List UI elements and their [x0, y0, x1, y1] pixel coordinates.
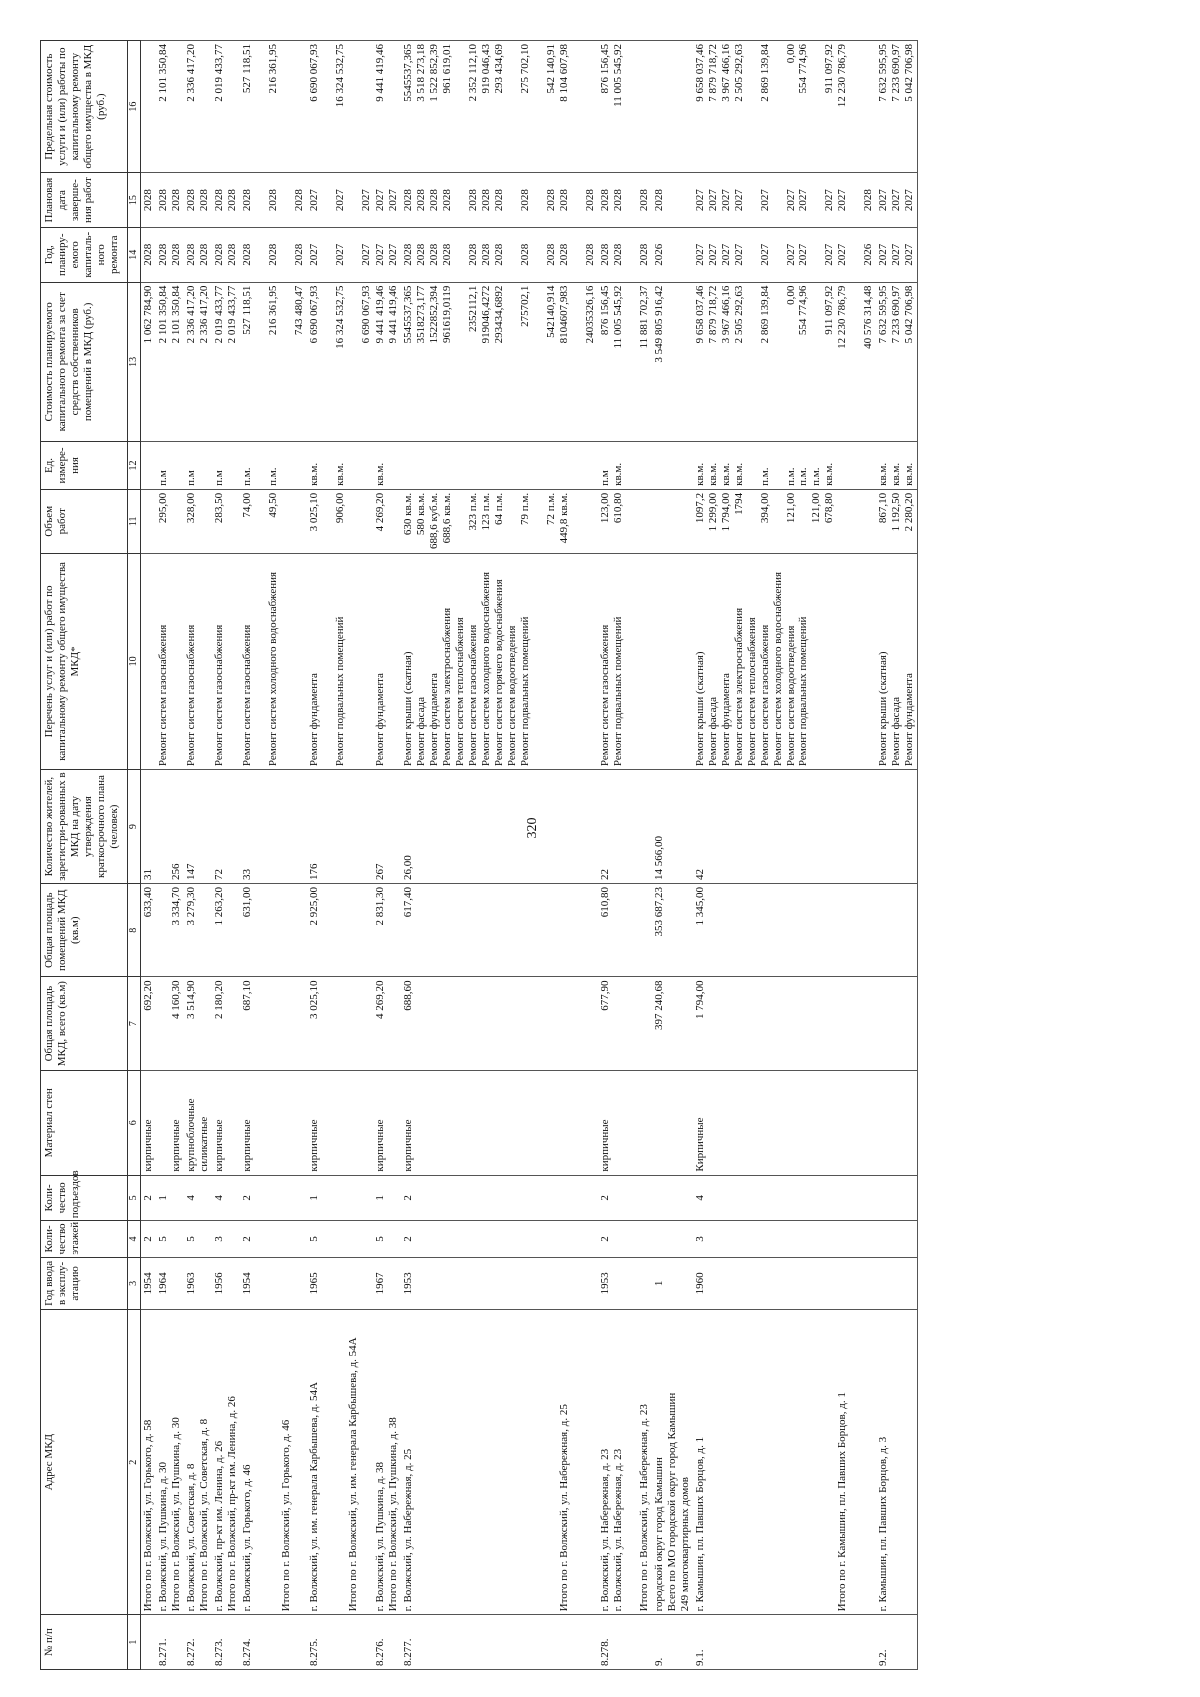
table-cell-col-11: 4 269,20 — [373, 489, 401, 553]
table-cell-col-13: 6 690 067,93 16 324 532,75 6 690 067,93 — [307, 282, 374, 441]
table-cell-col-16: 527 118,51 216 361,95 — [240, 41, 307, 173]
table-cell-col-11 — [652, 489, 693, 553]
table-cell-col-8: 2 831,30 — [373, 884, 401, 977]
table-cell-col-14: 2027 2027 2027 — [307, 227, 374, 282]
table-cell-col-10 — [141, 553, 156, 769]
column-header: Плановая дата заверше-ния работ — [41, 173, 128, 228]
table-cell-col-15: 2027 2027 2027 — [876, 173, 917, 228]
table-cell-col-9: 176 — [307, 770, 374, 884]
table-cell-col-1: 8.274. — [240, 1615, 307, 1670]
table-cell-col-7: 3 025,10 — [307, 977, 374, 1070]
table-cell-col-3: 1965 — [307, 1257, 374, 1309]
table-cell-col-8: 3 334,70 — [156, 884, 184, 977]
table-cell-col-1: 8.275. — [307, 1615, 374, 1670]
column-number: 2 — [128, 1310, 141, 1615]
table-cell-col-12 — [141, 442, 156, 490]
table-cell-col-2: г. Камышин, пл. Павших Борцов, д. 1 Итого по г. Камышин, пл. Павших Борцов, д. 1 — [693, 1310, 877, 1615]
header-row — [41, 41, 128, 1670]
table-cell-col-13: 5545537,365 3518273,177 1522852,394 961619,0119 2352112,1 919046,4272 293434,6892 275702,1 542140,914 8104607,983 24035326,16 — [401, 282, 598, 441]
table-cell-col-13: 7 632 595,95 7 233 690,97 5 042 706,98 — [876, 282, 917, 441]
table-cell-col-5: 4 — [184, 1175, 212, 1221]
table-cell-col-9 — [876, 770, 917, 884]
table-cell-col-2: г. Волжский, ул. им. генерала Карбышева, д. 54А Итого по г. Волжский, ул. им. генерала Карбышева, д. 54А — [307, 1310, 374, 1615]
table-cell-col-12: п.м. п.м. — [240, 442, 307, 490]
table-cell-col-3: 1954 — [240, 1257, 307, 1309]
table-cell-col-15: 2028 2028 2028 2028 2028 2028 2028 2028 2028 2028 2028 — [401, 173, 598, 228]
table-cell-col-9: 42 — [693, 770, 877, 884]
table-cell-col-3: 1954 — [141, 1257, 156, 1309]
table-cell-col-16: 9 441 419,46 — [373, 41, 401, 173]
table-cell-col-16 — [652, 41, 693, 173]
table-cell-col-8: 1 263,20 — [212, 884, 240, 977]
table-cell-col-4: 5 — [373, 1221, 401, 1257]
table-cell-col-10: Ремонт систем газоснабжения — [156, 553, 184, 769]
table-cell-col-7: 687,10 — [240, 977, 307, 1070]
table-cell-col-4: 5 — [184, 1221, 212, 1257]
column-number: 12 — [128, 442, 141, 490]
column-header: Год ввода в эксплу-атацию — [41, 1257, 128, 1309]
table-cell-col-11: 328,00 — [184, 489, 212, 553]
table-cell-col-4: 2 — [240, 1221, 307, 1257]
table-cell-col-4 — [652, 1221, 693, 1257]
table-cell-col-13: 2 019 433,77 2 019 433,77 — [212, 282, 240, 441]
column-number: 1 — [128, 1615, 141, 1670]
table-cell-col-8: 1 345,00 — [693, 884, 877, 977]
table-cell-col-10: Ремонт систем газоснабжения Ремонт подвальных помещений — [598, 553, 652, 769]
table-cell-col-16 — [141, 41, 156, 173]
table-cell-col-3: 1 — [652, 1257, 693, 1309]
table-cell-col-7: 397 240,68 — [652, 977, 693, 1070]
table-cell-col-10: Ремонт крыши (скатная) Ремонт фасада Ремонт фундамента — [876, 553, 917, 769]
table-cell-col-15: 2028 2028 — [184, 173, 212, 228]
table-cell-col-7: 688,60 — [401, 977, 598, 1070]
table-cell-col-14: 2028 — [141, 227, 156, 282]
table-row — [373, 41, 401, 1670]
table-cell-col-9: 256 — [156, 770, 184, 884]
table-cell-col-13: 2 336 417,20 2 336 417,20 — [184, 282, 212, 441]
column-number: 9 — [128, 770, 141, 884]
table-cell-col-14: 2028 2028 — [212, 227, 240, 282]
column-header: Стоимость планируемого капитального ремонта за счет средств собственников помещений в МКД (руб.) — [41, 282, 128, 441]
table-cell-col-3: 1963 — [184, 1257, 212, 1309]
table-cell-col-9: 31 — [141, 770, 156, 884]
table-cell-col-16: 2 336 417,20 — [184, 41, 212, 173]
table-cell-col-7: 1 794,00 — [693, 977, 877, 1070]
table-cell-col-2: Итого по г. Волжский, ул. Горького, д. 58 — [141, 1310, 156, 1615]
table-cell-col-13: 9 441 419,46 9 441 419,46 — [373, 282, 401, 441]
table-cell-col-12: кв.м. кв.м. кв.м. кв.м. п.м. п.м. п.м. п.м. кв.м. — [693, 442, 877, 490]
table-cell-col-3: 1956 — [212, 1257, 240, 1309]
column-header: Количество жителей, зарегистри-рованных в МКД на дату утверждения краткосрочного плана (человек) — [41, 770, 128, 884]
table-cell-col-3: 1953 — [598, 1257, 652, 1309]
table-cell-col-8: 610,80 — [598, 884, 652, 977]
table-cell-col-8: 631,00 — [240, 884, 307, 977]
table-cell-col-5 — [876, 1175, 917, 1221]
column-number: 13 — [128, 282, 141, 441]
column-number: 10 — [128, 553, 141, 769]
table-cell-col-5: 1 — [373, 1175, 401, 1221]
table-cell-col-5: 4 — [693, 1175, 877, 1221]
capital-repair-table — [40, 40, 918, 1670]
table-row — [652, 41, 693, 1670]
table-cell-col-11: 283,50 — [212, 489, 240, 553]
table-cell-col-2: г. Волжский, ул. Советская, д. 8 Итого по г. Волжский, ул. Советская, д. 8 — [184, 1310, 212, 1615]
table-cell-col-8: 617,40 — [401, 884, 598, 977]
column-header: Ед. измере-ния — [41, 442, 128, 490]
table-cell-col-6: Кирпичные — [693, 1070, 877, 1175]
table-cell-col-1: 8.278. — [598, 1615, 652, 1670]
column-header: Общая площадь МКД, всего (кв.м) — [41, 977, 128, 1070]
table-cell-col-5: 1 — [307, 1175, 374, 1221]
table-cell-col-12 — [401, 442, 598, 490]
table-cell-col-16: 6 690 067,93 16 324 532,75 — [307, 41, 374, 173]
table-cell-col-6: кирпичные — [401, 1070, 598, 1175]
column-header: Предельная стоимость услуги и (или) работы по капитальному ремонту общего имущества в МКД (руб.) — [41, 41, 128, 173]
table-cell-col-8: 2 925,00 — [307, 884, 374, 977]
table-cell-col-14: 2028 2028 — [156, 227, 184, 282]
table-cell-col-2: г. Волжский, ул. Пушкина, д. 30 Итого по г. Волжский, ул. Пушкина, д. 30 — [156, 1310, 184, 1615]
column-number: 16 — [128, 41, 141, 173]
table-cell-col-10: Ремонт крыши (скатная) Ремонт фасада Ремонт фундамента Ремонт систем электроснабжения Ремонт систем теплоснабжения Ремонт систем газоснабжения Ремонт систем холодного водоснабжения Ремонт систем водоотведения Ремонт подвальных помещений — [693, 553, 877, 769]
column-number: 8 — [128, 884, 141, 977]
table-cell-col-12: п.м — [212, 442, 240, 490]
table-cell-col-3: 1964 — [156, 1257, 184, 1309]
table-cell-col-11 — [141, 489, 156, 553]
column-number: 3 — [128, 1257, 141, 1309]
table-cell-col-9: 22 — [598, 770, 652, 884]
table-cell-col-14: 2028 2028 2028 2028 2028 2028 2028 2028 2028 2028 2028 — [401, 227, 598, 282]
table-cell-col-12: кв.м. кв.м. кв.м. — [876, 442, 917, 490]
table-cell-col-11: 867,10 1 192,50 2 280,20 — [876, 489, 917, 553]
table-cell-col-1: 8.276. — [373, 1615, 401, 1670]
table-row — [212, 41, 240, 1670]
table-cell-col-15: 2028 2028 2028 — [598, 173, 652, 228]
table-cell-col-6: кирпичные — [141, 1070, 156, 1175]
table-cell-col-6: кирпичные — [156, 1070, 184, 1175]
table-cell-col-7: 677,90 — [598, 977, 652, 1070]
table-cell-col-5: 2 — [401, 1175, 598, 1221]
table-cell-col-16: 2 101 350,84 — [156, 41, 184, 173]
table-cell-col-7: 4 160,30 — [156, 977, 184, 1070]
table-cell-col-12: п.м — [184, 442, 212, 490]
column-header: Адрес МКД — [41, 1310, 128, 1615]
table-cell-col-11: 1097,2 1 299,00 1 794,00 1794 394,00 121,00 121,00 678,80 — [693, 489, 877, 553]
table-cell-col-8: 353 687,23 — [652, 884, 693, 977]
table-cell-col-7: 2 180,20 — [212, 977, 240, 1070]
table-cell-col-11: 123,00 610,80 — [598, 489, 652, 553]
table-cell-col-3 — [876, 1257, 917, 1309]
table-row — [141, 41, 156, 1670]
column-header: Коли-чество подъездов — [41, 1175, 128, 1221]
table-cell-col-4: 2 — [141, 1221, 156, 1257]
table-cell-col-5: 2 — [141, 1175, 156, 1221]
column-header: Перечень услуг и (или) работ по капитальному ремонту общего имущества МКД* — [41, 553, 128, 769]
table-cell-col-4: 5 — [307, 1221, 374, 1257]
column-header: Объем работ — [41, 489, 128, 553]
table-row — [184, 41, 212, 1670]
column-number: 11 — [128, 489, 141, 553]
table-cell-col-2: г. Волжский, ул. Набережная, д. 23 г. Волжский, ул. Набережная, д. 23 Итого по г. Волжский, ул. Набережная, д. 23 — [598, 1310, 652, 1615]
table-cell-col-1: 8.271. — [156, 1615, 184, 1670]
table-cell-col-11: 295,00 — [156, 489, 184, 553]
column-header: Общая площадь помещений МКД (кв.м) — [41, 884, 128, 977]
table-cell-col-15: 2027 2027 2027 — [307, 173, 374, 228]
table-cell-col-3: 1953 — [401, 1257, 598, 1309]
table-cell-col-12: кв.м. — [373, 442, 401, 490]
table-cell-col-11: 630 кв.м. 580 кв.м. 688,6 куб.м. 688,6 кв.м. 323 п.м. 123 п.м. 64 п.м. 79 п.м. 72 п.м. 449,8 кв.м. — [401, 489, 598, 553]
table-cell-col-5: 4 — [212, 1175, 240, 1221]
table-cell-col-14: 2028 2028 2028 — [598, 227, 652, 282]
table-cell-col-1: 9.2. — [876, 1615, 917, 1670]
table-cell-col-2: г. Камышин, пл. Павших Борцов, д. 3 — [876, 1310, 917, 1615]
column-number: 15 — [128, 173, 141, 228]
table-row — [156, 41, 184, 1670]
table-cell-col-7: 3 514,90 — [184, 977, 212, 1070]
table-cell-col-10 — [652, 553, 693, 769]
column-number: 7 — [128, 977, 141, 1070]
table-row — [401, 41, 598, 1670]
table-cell-col-1: 9. — [652, 1615, 693, 1670]
table-cell-col-1: 8.277. — [401, 1615, 598, 1670]
table-cell-col-6: кирпичные — [212, 1070, 240, 1175]
table-cell-col-2: г. Волжский, ул. Набережная, д. 25 Итого по г. Волжский, ул. Набережная, д. 25 — [401, 1310, 598, 1615]
column-header: Материал стен — [41, 1070, 128, 1175]
table-row — [693, 41, 877, 1670]
table-cell-col-11: 3 025,10 906,00 — [307, 489, 374, 553]
table-cell-col-16: 876 156,45 11 005 545,92 — [598, 41, 652, 173]
page-number: 320 — [525, 817, 540, 839]
table-cell-col-1: 8.273. — [212, 1615, 240, 1670]
table-row — [598, 41, 652, 1670]
table-cell-col-4: 3 — [212, 1221, 240, 1257]
column-number: 4 — [128, 1221, 141, 1257]
column-header: № п/п — [41, 1615, 128, 1670]
table-cell-col-4 — [876, 1221, 917, 1257]
table-cell-col-16: 9 658 037,46 7 879 718,72 3 967 466,16 2 505 292,63 2 869 139,84 0,00 554 774,96 911 097,92 12 230 786,79 — [693, 41, 877, 173]
table-cell-col-16: 7 632 595,95 7 233 690,97 5 042 706,98 — [876, 41, 917, 173]
table-cell-col-13: 876 156,45 11 005 545,92 11 881 702,37 — [598, 282, 652, 441]
table-cell-col-2: городской округ город Камышин Всего по МО городской округ город Камышин 249 многоквартирных домов — [652, 1310, 693, 1615]
table-cell-col-15: 2028 2028 2028 — [240, 173, 307, 228]
table-cell-col-9: 14 566,00 — [652, 770, 693, 884]
table-cell-col-14: 2028 2028 2028 — [240, 227, 307, 282]
column-header: Год, планиру-емого капиталь-ного ремонта — [41, 227, 128, 282]
table-cell-col-15: 2028 — [652, 173, 693, 228]
table-cell-col-14: 2027 2027 — [373, 227, 401, 282]
table-cell-col-13: 3 549 805 916,42 — [652, 282, 693, 441]
table-cell-col-14: 2027 2027 2027 2027 2027 2027 2027 2027 2027 2026 — [693, 227, 877, 282]
table-cell-col-3: 1967 — [373, 1257, 401, 1309]
table-row — [876, 41, 917, 1670]
table-cell-col-6: крупноблочные силикатные — [184, 1070, 212, 1175]
table-cell-col-13: 2 101 350,84 2 101 350,84 — [156, 282, 184, 441]
table-cell-col-12: п.м — [156, 442, 184, 490]
table-cell-col-6 — [652, 1070, 693, 1175]
table-cell-col-5: 1 — [156, 1175, 184, 1221]
table-cell-col-4: 2 — [401, 1221, 598, 1257]
column-number: 5 — [128, 1175, 141, 1221]
table-cell-col-1: 9.1. — [693, 1615, 877, 1670]
table-cell-col-1 — [141, 1615, 156, 1670]
table-cell-col-8: 633,40 — [141, 884, 156, 977]
table-cell-col-1: 8.272. — [184, 1615, 212, 1670]
table-cell-col-4: 3 — [693, 1221, 877, 1257]
table-cell-col-4: 5 — [156, 1221, 184, 1257]
table-cell-col-3: 1960 — [693, 1257, 877, 1309]
table-cell-col-14: 2026 — [652, 227, 693, 282]
table-cell-col-8: 3 279,30 — [184, 884, 212, 977]
table-cell-col-6: кирпичные — [598, 1070, 652, 1175]
table-cell-col-10: Ремонт фундамента Ремонт подвальных помещений — [307, 553, 374, 769]
table-cell-col-10: Ремонт крыши (скатная) Ремонт фасада Ремонт фундамента Ремонт систем электроснабжения Ремонт систем теплоснабжения Ремонт систем газоснабжения Ремонт систем холодного водоснабжения Ремонт систем горячего водоснабжения Ремонт систем водоотведения Ремонт подвальных помещений — [401, 553, 598, 769]
table-cell-col-15: 2027 2027 2027 2027 2027 2027 2027 2027 2027 2028 — [693, 173, 877, 228]
table-cell-col-16: 2 019 433,77 — [212, 41, 240, 173]
table-cell-col-9: 72 — [212, 770, 240, 884]
table-cell-col-4: 2 — [598, 1221, 652, 1257]
table-cell-col-9: 26,00 — [401, 770, 598, 884]
table-cell-col-5: 2 — [240, 1175, 307, 1221]
table-cell-col-12: кв.м. кв.м. — [307, 442, 374, 490]
table-cell-col-2: г. Волжский, ул. Пушкина, д. 38 Итого по г. Волжский, ул. Пушкина, д. 38 — [373, 1310, 401, 1615]
table-cell-col-8 — [876, 884, 917, 977]
table-cell-col-2: г. Волжский, ул. Горького, д. 46 Итого по г. Волжский, ул. Горького, д. 46 — [240, 1310, 307, 1615]
table-cell-col-15: 2027 2027 — [373, 173, 401, 228]
table-cell-col-12 — [652, 442, 693, 490]
table-cell-col-13: 9 658 037,46 7 879 718,72 3 967 466,16 2 505 292,63 2 869 139,84 0,00 554 774,96 911 097,92 12 230 786,79 40 576 314,48 — [693, 282, 877, 441]
table-cell-col-12: п.м кв.м. — [598, 442, 652, 490]
table-cell-col-11: 74,00 49,50 — [240, 489, 307, 553]
table-cell-col-13: 1 062 784,90 — [141, 282, 156, 441]
table-cell-col-15: 2028 2028 — [156, 173, 184, 228]
table-cell-col-7 — [876, 977, 917, 1070]
table-cell-col-10: Ремонт систем газоснабжения Ремонт систем холодного водоснабжения — [240, 553, 307, 769]
table-cell-col-6 — [876, 1070, 917, 1175]
table-cell-col-15: 2028 — [141, 173, 156, 228]
rotated-table-container — [40, 40, 1160, 1670]
table-cell-col-9: 147 — [184, 770, 212, 884]
column-number: 14 — [128, 227, 141, 282]
table-cell-col-16: 5545537,365 3 518 273,18 1 522 852,39 961 619,01 2 352 112,10 919 046,43 293 434,69 275 702,10 542 140,91 8 104 607,98 — [401, 41, 598, 173]
table-cell-col-13: 527 118,51 216 361,95 743 480,47 — [240, 282, 307, 441]
column-header: Коли-чество этажей — [41, 1221, 128, 1257]
table-cell-col-10: Ремонт фундамента — [373, 553, 401, 769]
table-cell-col-7: 692,20 — [141, 977, 156, 1070]
table-body — [141, 41, 918, 1670]
table-cell-col-6: кирпичные — [307, 1070, 374, 1175]
column-number: 6 — [128, 1070, 141, 1175]
table-cell-col-6: кирпичные — [240, 1070, 307, 1175]
table-cell-col-14: 2027 2027 2027 — [876, 227, 917, 282]
table-cell-col-9: 267 — [373, 770, 401, 884]
table-cell-col-5 — [652, 1175, 693, 1221]
table-cell-col-10: Ремонт систем газоснабжения — [212, 553, 240, 769]
column-number-row — [128, 41, 141, 1670]
table-cell-col-15: 2028 2028 — [212, 173, 240, 228]
table-cell-col-9: 33 — [240, 770, 307, 884]
table-row — [307, 41, 374, 1670]
table-cell-col-5: 2 — [598, 1175, 652, 1221]
table-row — [240, 41, 307, 1670]
table-cell-col-14: 2028 2028 — [184, 227, 212, 282]
table-cell-col-10: Ремонт систем газоснабжения — [184, 553, 212, 769]
table-cell-col-2: г. Волжский, пр-кт им. Ленина, д. 26 Итого по г. Волжский, пр-кт им. Ленина, д. 26 — [212, 1310, 240, 1615]
table-cell-col-7: 4 269,20 — [373, 977, 401, 1070]
table-cell-col-6: кирпичные — [373, 1070, 401, 1175]
